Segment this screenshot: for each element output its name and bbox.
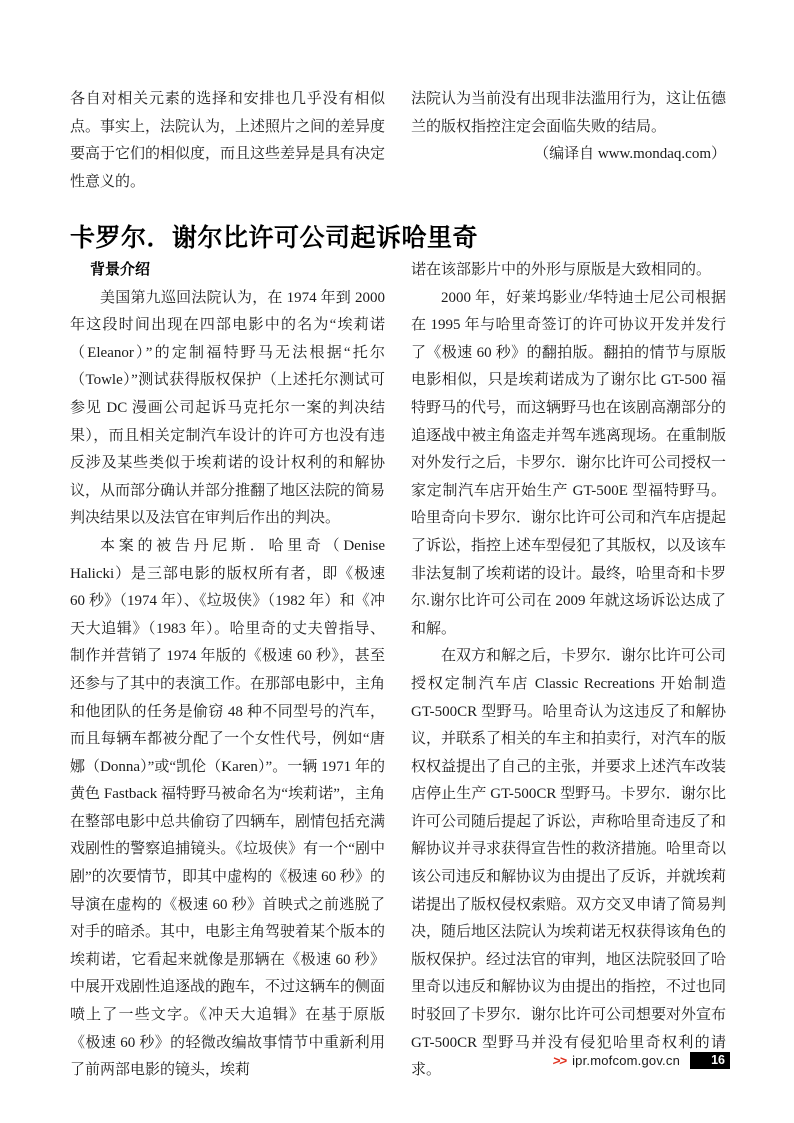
section-heading: 背景介绍 bbox=[90, 262, 151, 278]
source-attribution: （编译自 www.mondaq.com） bbox=[534, 146, 726, 163]
footer-site-url: ipr.mofcom.gov.cn bbox=[572, 1053, 680, 1068]
previous-article-ending bbox=[70, 86, 726, 196]
paragraph: 本案的被告丹尼斯．哈里奇（Denise Halicki）是三部电影的版权所有者，即《极速 60 秒》（1974 年）、《垃圾侠》（1982 年）和《冲天大追辑》（1983 年）。哈里奇的丈夫曾指导、制作并营销了 1974 年版的《极速 60 秒》，甚至还参与了其中的表演工作。在那部电影中，主角和他团队的任务是偷窃 48 种不同型号的汽车，而且每辆车都被分配了一个女性代号，例如“唐娜（Donna）”或“凯伦（Karen）”。一辆 1971 年的黄色 Fastback 福特野马被命名为“埃莉诺”，主角在整部电影中总共偷窃了四辆车，剧情包括充满戏剧性的警察追捕镜头。《垃圾侠》有一个“剧中剧”的次要情节，即其中虚构的《极速 60 秒》的导演在虚构的《极速 60 秒》首映式之前逃脱了对手的暗杀。其中，电影主角驾驶着某个版本的埃莉诺，它看起来就像是那辆在《极速 60 秒》中展开戏剧性追逐战的跑车，不过这辆车的侧面喷上了一些文字。《冲天大追辑》在基于原版《极速 60 秒》的轻微改编故事情节中重新利用了前两部电影的镜头，埃莉 bbox=[70, 537, 386, 1079]
double-chevron-icon: >> bbox=[551, 1053, 568, 1068]
article-title: 卡罗尔．谢尔比许可公司起诉哈里奇 bbox=[70, 224, 479, 252]
article-left-column bbox=[70, 257, 385, 1085]
paragraph-continuation: 诺在该部影片中的外形与原版是大致相同的。 bbox=[411, 262, 712, 278]
prev-article-left-text: 各自对相关元素的选择和安排也几乎没有相似点。事实上，法院认为，上述照片之间的差异度要高于它们的相似度，而且这些差异是具有决定性意义的。 bbox=[70, 91, 386, 190]
page-footer bbox=[0, 1051, 730, 1070]
page-number-badge: 16 bbox=[690, 1052, 730, 1069]
article-body bbox=[70, 257, 726, 1085]
paragraph: 在双方和解之后，卡罗尔．谢尔比许可公司授权定制汽车店 Classic Recreations 开始制造 GT-500CR 型野马。哈里奇认为这违反了和解协议，并联系了相关的车主和拍卖行，对汽车的版权权益提出了自己的主张，并要求上述汽车改装店停止生产 GT-500CR 型野马。卡罗尔．谢尔比许可公司随后提起了诉讼，声称哈里奇违反了和解协议并寻求获得宣告性的救济措施。哈里奇以该公司违反和解协议为由提出了反诉，并就埃莉诺提出了版权侵权索赔。双方交叉申请了简易判决，随后地区法院认为埃莉诺无权获得该角色的版权保护。经过法官的审判，地区法院驳回了哈里奇以违反和解协议为由提出的指控，不过也同时驳回了卡罗尔．谢尔比许可公司想要对外宣布 GT-500CR 型野马并没有侵犯哈里奇权利的请求。 bbox=[411, 648, 727, 1079]
prev-article-right-text: 法院认为当前没有出现非法滥用行为，这让伍德兰的版权指控注定会面临失败的结局。 bbox=[411, 91, 727, 135]
paragraph: 2000 年，好莱坞影业/华特迪士尼公司根据在 1995 年与哈里奇签订的许可协议开发并发行了《极速 60 秒》的翻拍版。翻拍的情节与原版电影相似，只是埃莉诺成为了谢尔比 GT-500 福特野马的代号，而这辆野马也在该剧高潮部分的追逐战中被主角盗走并驾车逃离现场。在重制版对外发行之后，卡罗尔．谢尔比许可公司授权一家定制汽车店开始生产 GT-500E 型福特野马。哈里奇向卡罗尔．谢尔比许可公司和汽车店提起了诉讼，指控上述车型侵犯了其版权，以及该车非法复制了埃莉诺的设计。最终，哈里奇和卡罗尔.谢尔比许可公司在 2009 年就这场诉讼达成了和解。 bbox=[411, 289, 727, 637]
paragraph: 美国第九巡回法院认为，在 1974 年到 2000 年这段时间出现在四部电影中的名为“埃莉诺（Eleanor）”的定制福特野马无法根据“托尔（Towle）”测试获得版权保护（上述托尔测试可参见 DC 漫画公司起诉马克托尔一案的判决结果），而且相关定制汽车设计的许可方也没有违反涉及某些类似于埃莉诺的设计权利的和解协议，从而部分确认并部分推翻了地区法院的简易判决结果以及法官在审判后作出的判决。 bbox=[70, 289, 386, 527]
article-right-column bbox=[411, 257, 726, 1085]
